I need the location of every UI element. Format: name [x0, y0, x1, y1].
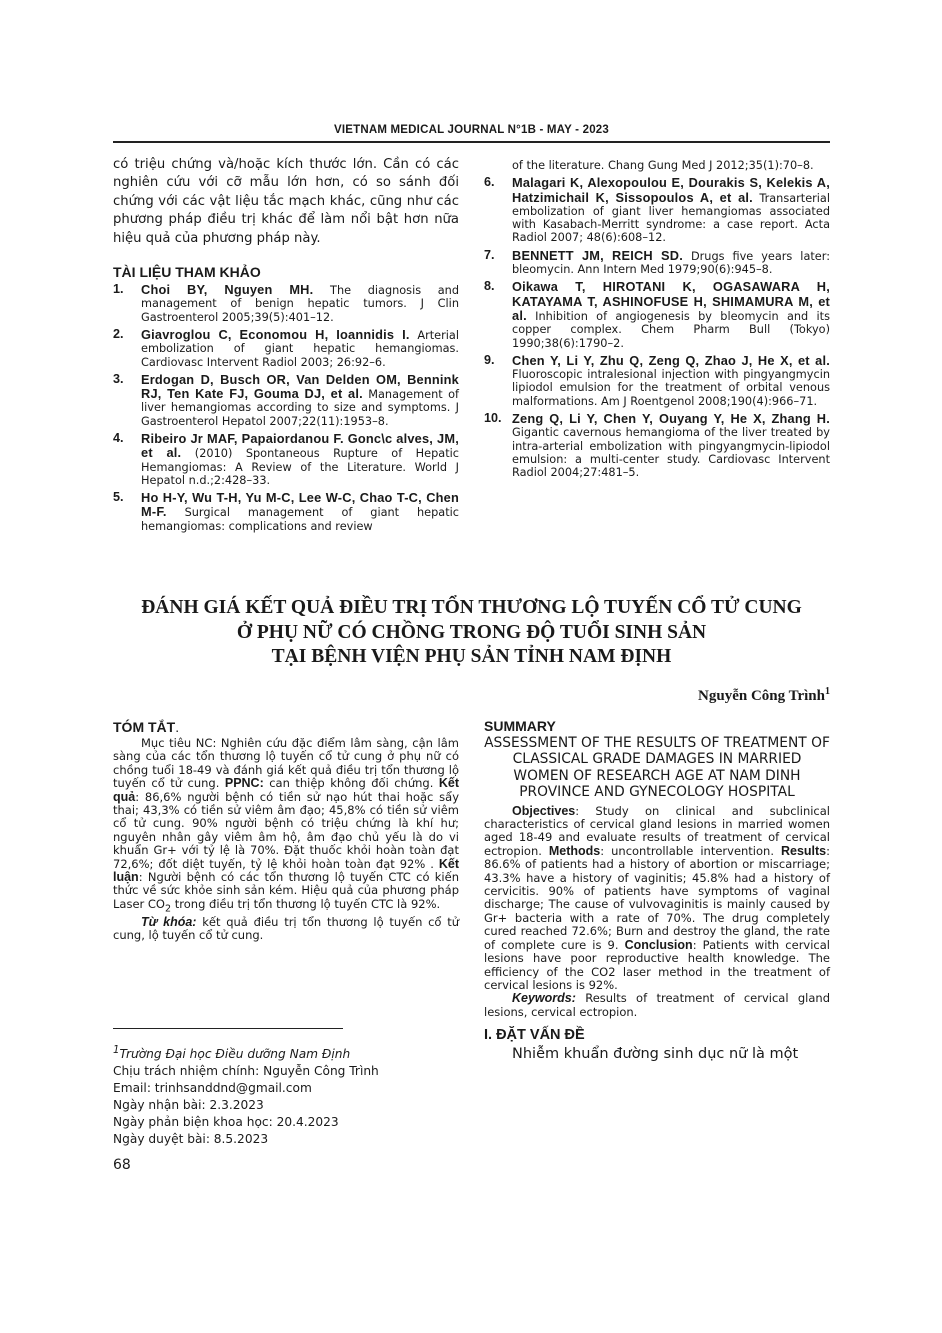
reference-number: [484, 158, 512, 172]
reference-item: [113, 283, 459, 324]
reference-text: Arterial embolization of giant hepatic hemangiomas. Cardiovasc Intervent Radiol 2003; 26:92–6.: [141, 328, 459, 369]
label-conclusion-en: Conclusion: [624, 937, 693, 952]
label-keywords-en: Keywords:: [512, 991, 576, 1006]
reference-number: 4.: [113, 431, 124, 445]
reference-text: (2010) Spontaneous Rupture of Hepatic Hemangiomas: A Review of the Literature. World J Hepatol n.d.;2:428–33.: [141, 447, 459, 487]
summary-heading: SUMMARY: [484, 718, 556, 734]
references-list-left: [113, 283, 459, 533]
footnote-corresponding: Chịu trách nhiệm chính: Nguyễn Công Trình: [113, 1064, 379, 1079]
abstract-vi-heading-dot: .: [175, 719, 180, 735]
label-methods-en: Methods: [548, 843, 601, 858]
journal-page: [113, 0, 830, 1333]
label-objectives-en: Objectives: [512, 803, 576, 818]
reference-authors: Zeng Q, Li Y, Chen Y, Ouyang Y, He X, Zhang H.: [512, 411, 830, 427]
author-affiliation-mark: 1: [825, 686, 830, 697]
reference-number: 7.: [484, 247, 495, 262]
footnote-affiliation: [113, 1042, 459, 1063]
author-name: [698, 686, 830, 705]
reference-item: [113, 432, 459, 487]
reference-body: [141, 491, 459, 533]
intro-first-line: Nhiễm khuẩn đường sinh dục nữ là một: [512, 1046, 799, 1063]
reference-item: [484, 354, 830, 408]
header-rule: [113, 141, 830, 143]
footnote-accepted: Ngày duyệt bài: 8.5.2023: [113, 1132, 269, 1147]
label-conclusion: Kết luận: [113, 856, 459, 885]
reference-item: [484, 412, 830, 479]
objective-text: : Nghiên cứu đặc điểm lâm sàng, cận lâm sàng của các tổn thương lộ tuyến cổ tử cung ở phụ nữ có chồng tuổi 18-49 và đánh giá kết quả điều trị tổn thương lộ tuyến cổ tử cung.: [113, 736, 460, 791]
label-results-en: Results: [780, 843, 827, 858]
footnote-received: Ngày nhận bài: 2.3.2023: [113, 1098, 264, 1113]
abstract-vi: [113, 719, 459, 942]
reference-body: [141, 328, 459, 369]
footnote-rule: [113, 1028, 343, 1029]
reference-number: 3.: [113, 371, 124, 386]
reference-authors: Oikawa T, HIROTANI K, OGASAWARA H, KATAYAMA T, ASHINOFUSE H, SHIMAMURA M, et al.: [512, 279, 830, 323]
reference-body: [512, 412, 830, 479]
reference-body: [512, 176, 830, 244]
reference-number: 10.: [484, 411, 502, 426]
reference-number: 5.: [113, 490, 124, 505]
footnote-email: Email: trinhsanddnd@gmail.com: [113, 1081, 312, 1096]
summary-title: ASSESSMENT OF THE RESULTS OF TREATMENT OF CLASSICAL GRADE DAMAGES IN MARRIED WOMEN OF RESEARCH AGE AT NAM DINH PROVINCE AND GYNECOLOGY HOSPITAL: [484, 735, 830, 801]
summary-en: [484, 718, 830, 1063]
reference-number: 1.: [113, 282, 124, 297]
reference-body: [512, 354, 830, 408]
conclusion-subscript: 2: [165, 903, 172, 915]
reference-item: [113, 373, 459, 428]
top-right-column: [484, 158, 830, 484]
footnote-reviewed: Ngày phản biện khoa học: 20.4.2023: [113, 1115, 339, 1130]
reference-authors: Giavroglou C, Economou H, Ioannidis I.: [141, 326, 410, 342]
keywords-vi: [113, 916, 459, 943]
reference-text: Transarterial embolization of giant liver hemangiomas associated with Kasabach-Merritt syndrome: a case report. Acta Radiol 2007; 48(6):608–12.: [512, 191, 830, 245]
reference-number: 2.: [113, 326, 124, 341]
conclusion-text: : Người bệnh có các tổn thương lộ tuyến CTC có kiến thức về sức khỏe sinh sản kém. Hiệu quả của phương pháp Laser CO: [113, 870, 459, 911]
conclusion-paragraph: có triệu chứng và/hoặc kích thước lớn. Cần có các nghiên cứu với cỡ mẫu lớn hơn, có so sánh đối chứng với các vật liệu tắc mạch khác, cũng như các phương pháp điều trị khác để làm nổi bật hơn nữa hiệu quả của phương pháp này.: [113, 157, 459, 246]
reference-body: [141, 373, 459, 428]
reference-text: Gigantic cavernous hemangioma of the liver treated by intra-arterial embolization with pingyangmycin-lipiodol emulsion: a multi-center study. Cardiovasc Intervent Radiol 2004;27:481–5.: [512, 426, 830, 480]
abstract-vi-heading-text: TÓM TẮT: [113, 719, 176, 735]
article-title-line: ĐÁNH GIÁ KẾT QUẢ ĐIỀU TRỊ TỔN THƯƠNG LỘ TUYẾN CỔ TỬ CUNG: [141, 597, 802, 618]
reference-body: [512, 158, 830, 172]
reference-text: Management of liver hemangiomas according to size and symptoms. J Gastroenterol Hepatol 2007;22(11):1953–8.: [141, 388, 459, 428]
reference-body: [141, 283, 459, 324]
top-left-column: [113, 156, 459, 537]
label-methods: PPNC:: [224, 776, 264, 791]
reference-number: 8.: [484, 279, 495, 294]
reference-item: [484, 176, 830, 244]
abstract-vi-body: [113, 737, 459, 916]
objectives-en-text: : Study on clinical and subclinical characteristics of cervical gland lesions in married women aged 18-49 and evaluate results of treatment of cervical ectropion.: [484, 803, 830, 858]
reference-body: [141, 432, 459, 487]
reference-body: [512, 280, 830, 349]
reference-authors: Ribeiro Jr MAF, Papaiordanou F. Gonc\c alves, JM, et al.: [141, 431, 459, 461]
reference-text: Inhibition of angiogenesis by bleomycin and its copper complex. Chem Pharm Bull (Tokyo) 1990;38(6):1790–2.: [512, 309, 830, 350]
label-keywords-vi: Từ khóa:: [141, 914, 197, 929]
footnote: [113, 1042, 459, 1148]
references-list-right: [484, 158, 830, 480]
reference-body: [512, 249, 830, 277]
reference-text: The diagnosis and management of benign hepatic tumors. J Clin Gastroenterol 2005;39(5):401–12.: [141, 284, 459, 324]
reference-text: Drugs five years later: bleomycin. Ann Intern Med 1979;90(6):945–8.: [512, 249, 830, 277]
reference-authors: Choi BY, Nguyen MH.: [141, 282, 314, 298]
reference-item: [113, 328, 459, 369]
keywords-vi-text: kết quả điều trị tổn thương lộ tuyến cổ tử cung, lộ tuyến cổ tử cung.: [113, 914, 460, 942]
reference-item: [484, 158, 830, 172]
footnote-affiliation-mark: 1: [113, 1045, 120, 1056]
reference-number: 9.: [484, 352, 495, 367]
reference-authors: Ho H-Y, Wu T-H, Yu M-C, Lee W-C, Chao T-C, Chen M-F.: [141, 490, 459, 520]
label-results: Kết quả: [113, 776, 459, 804]
reference-item: [113, 491, 459, 533]
results-text: : 86,6% người bệnh có tiền sử nạo hút thai hoặc sẩy thai; 43,3% có tiền sử viêm âm đạo; 45,8% có tiền sử viêm cổ tử cung. 90% người bệnh có triệu chứng là khí hư; nguyên nhân gây viêm âm hộ, âm đạo chủ yếu là do vi khuẩn Gr+ với tỷ lệ là 70%. Đặt thuốc khỏi hoàn toàn đạt 72,6%; đốt diệt tuyến, tỷ lệ khỏi hoàn toàn đạt 92% .: [113, 789, 459, 871]
conclusion-en-text: : Patients with cervical lesions have poor reproductive health knowledge. The efficiency of the CO2 laser method in the treatment of cervical lesions is 92%.: [484, 937, 830, 992]
intro-heading: I. ĐẶT VẤN ĐỀ: [484, 1027, 585, 1044]
reference-text: of the literature. Chang Gung Med J 2012;35(1):70–8.: [512, 159, 814, 172]
references-heading: TÀI LIỆU THAM KHẢO: [113, 264, 261, 281]
reference-number: 6.: [484, 175, 495, 190]
label-objective: Mục tiêu NC: [141, 736, 213, 750]
footnote-affiliation-text: Trường Đại học Điều dưỡng Nam Định: [119, 1047, 351, 1062]
reference-authors: Erdogan D, Busch OR, Van Delden OM, Bennink RJ, Ten Kate FJ, Gouma DJ, et al.: [141, 371, 459, 402]
article-title-line: Ở PHỤ NỮ CÓ CHỒNG TRONG ĐỘ TUỔI SINH SẢN: [236, 621, 707, 643]
abstract-vi-heading: [113, 719, 459, 735]
results-en-text: : 86.6% of patients had a history of abortion or miscarriage; 43.3% have a history of vaginitis; 45.8% had a history of cervicitis. 90% of patients have symptoms of vaginal discharge; The cause of vulvovaginitis is mainly caused by Gr+ bacteria with a rate of 70%. The drug completely cured reached 72.6%; Burn and destroy the gland, the rate of complete cure is 9.: [484, 843, 830, 952]
reference-item: [484, 249, 830, 277]
reference-text: Fluoroscopic intralesional injection with pingyangmycin lipiodol emulsion for the treatment of orbital venous malformations. Am J Roentgenol 2008;190(4):966–71.: [512, 368, 830, 408]
article-title-line: TẠI BỆNH VIỆN PHỤ SẢN TỈNH NAM ĐỊNH: [271, 646, 672, 667]
conclusion-text-end: trong điều trị tổn thương lộ tuyến CTC là 92%.: [171, 896, 441, 911]
keywords-en-text: Results of treatment of cervical gland lesions, cervical ectropion.: [484, 991, 830, 1019]
running-header: VIETNAM MEDICAL JOURNAL N°1B - MAY - 2023: [333, 124, 609, 136]
article-title: [113, 596, 830, 670]
reference-text: Surgical management of giant hepatic hemangiomas: complications and review: [141, 506, 459, 533]
keywords-en: [484, 992, 830, 1019]
reference-authors: Malagari K, Alexopoulou E, Dourakis S, Kelekis A, Hatzimichail K, Sissopoulos A, et al.: [512, 175, 830, 205]
reference-item: [484, 280, 830, 349]
methods-text: can thiệp không đối chứng.: [263, 776, 439, 791]
reference-authors: BENNETT JM, REICH SD.: [512, 247, 683, 263]
author-name-text: Nguyễn Công Trình: [698, 688, 825, 704]
summary-body: [484, 805, 830, 993]
reference-authors: Chen Y, Li Y, Zhu Q, Zeng Q, Zhao J, He X, et al.: [512, 352, 830, 368]
methods-en-text: : uncontrollable intervention.: [600, 843, 781, 858]
page-number: 68: [113, 1157, 131, 1173]
